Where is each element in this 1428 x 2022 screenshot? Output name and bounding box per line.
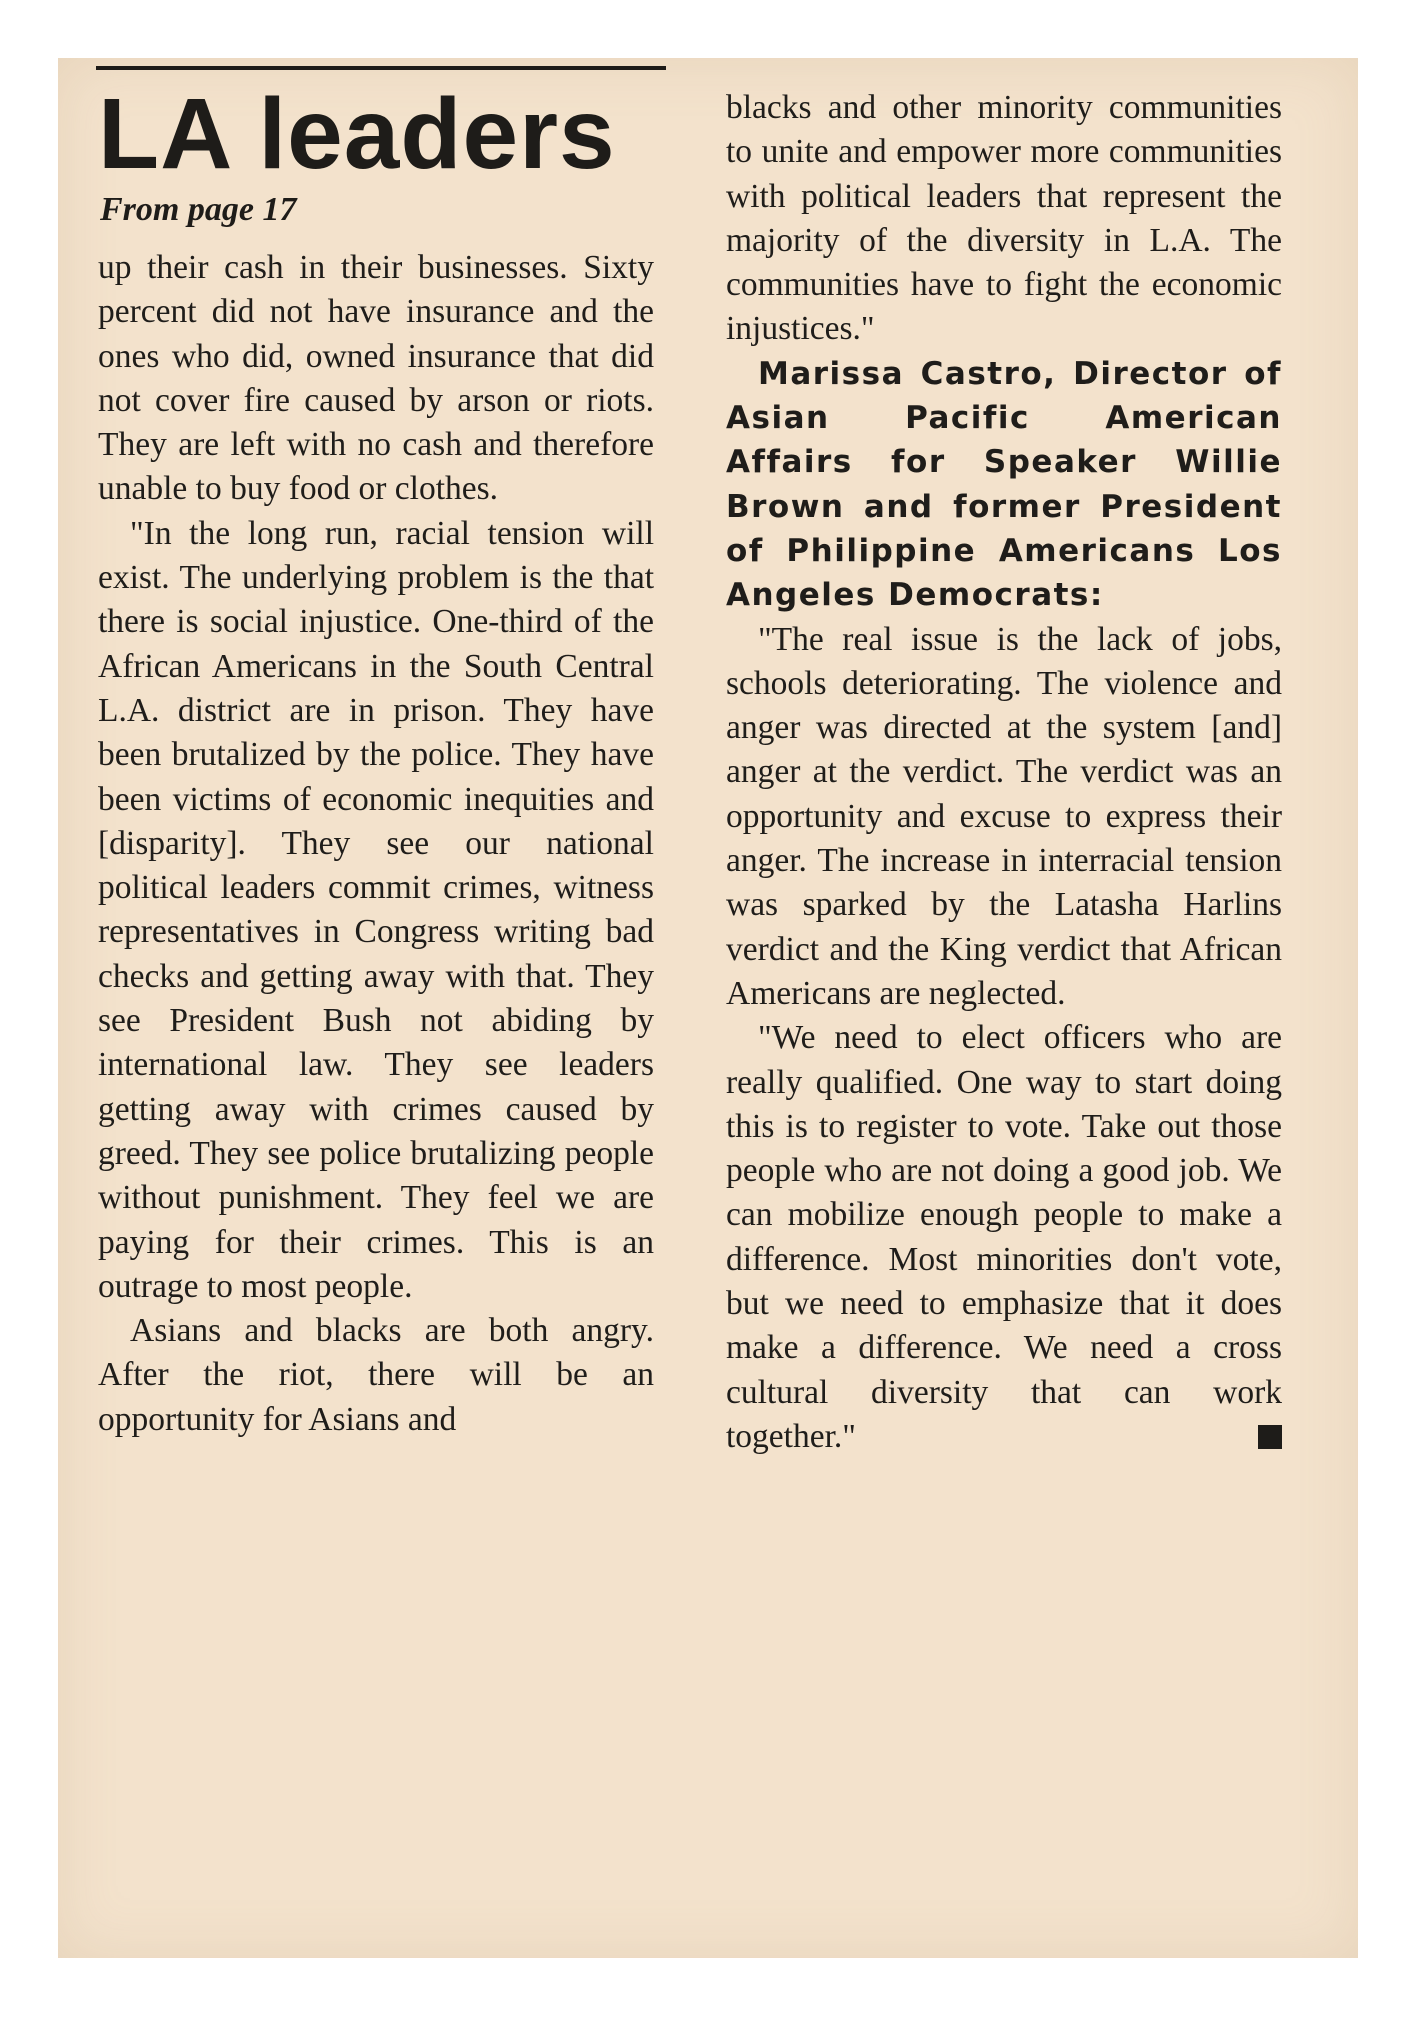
right-column [726,86,1282,1459]
speaker-attribution: Marissa Castro, Director of Asian Pacific American Affairs for Speaker Willie Brown and former President of Philippine Americans Los Angeles Democrats: [726,355,1282,614]
left-column [98,246,654,1442]
paragraph: up their cash in their businesses. Sixty percent did not have insurance and the ones who did, owned insurance that did not cover fire caused by arson or riots. They are left with no cash and therefore unable to buy food or clothes. [98,249,654,508]
jump-line: From page 17 [100,191,297,228]
end-of-article-mark [1258,1425,1282,1449]
headline-rule [96,66,666,70]
headline: LA leaders [98,78,616,190]
paragraph [726,1016,1282,1459]
paragraph: blacks and other minority communities to unite and empower more communities with political leaders that represent the majority of the diversity in L.A. The communities have to fight the economic injustices." [726,89,1282,348]
paragraph-text: "We need to elect officers who are really qualified. One way to start doing this is to register to vote. Take out those people who are not doing a good job. We can mobilize enough people to make a difference. Most minorities don't vote, but we need to emphasize that it does make a difference. We need a cross cultural diversity that can work together." [726,1019,1282,1455]
paragraph: "In the long run, racial tension will exist. The underlying problem is the that there is social injustice. One-third of the African Americans in the South Central L.A. district are in prison. They have been brutalized by the police. They have been victims of economic inequities and [disparity]. They see our national political leaders commit crimes, witness representatives in Congress writing bad checks and getting away with that. They see President Bush not abiding by international law. They see leaders getting away with crimes caused by greed. They see police brutalizing people without punishment. They feel we are paying for their crimes. This is an outrage to most people. [98,514,654,1305]
paragraph: Asians and blacks are both angry. After the riot, there will be an opportunity for Asians and [98,1312,654,1438]
paragraph: "The real issue is the lack of jobs, schools deteriorating. The violence and anger was directed at the system [and] anger at the verdict. The verdict was an opportunity and excuse to express their anger. The increase in interracial tension was sparked by the Latasha Harlins verdict and the King verdict that African Americans are neglected. [726,620,1282,1012]
